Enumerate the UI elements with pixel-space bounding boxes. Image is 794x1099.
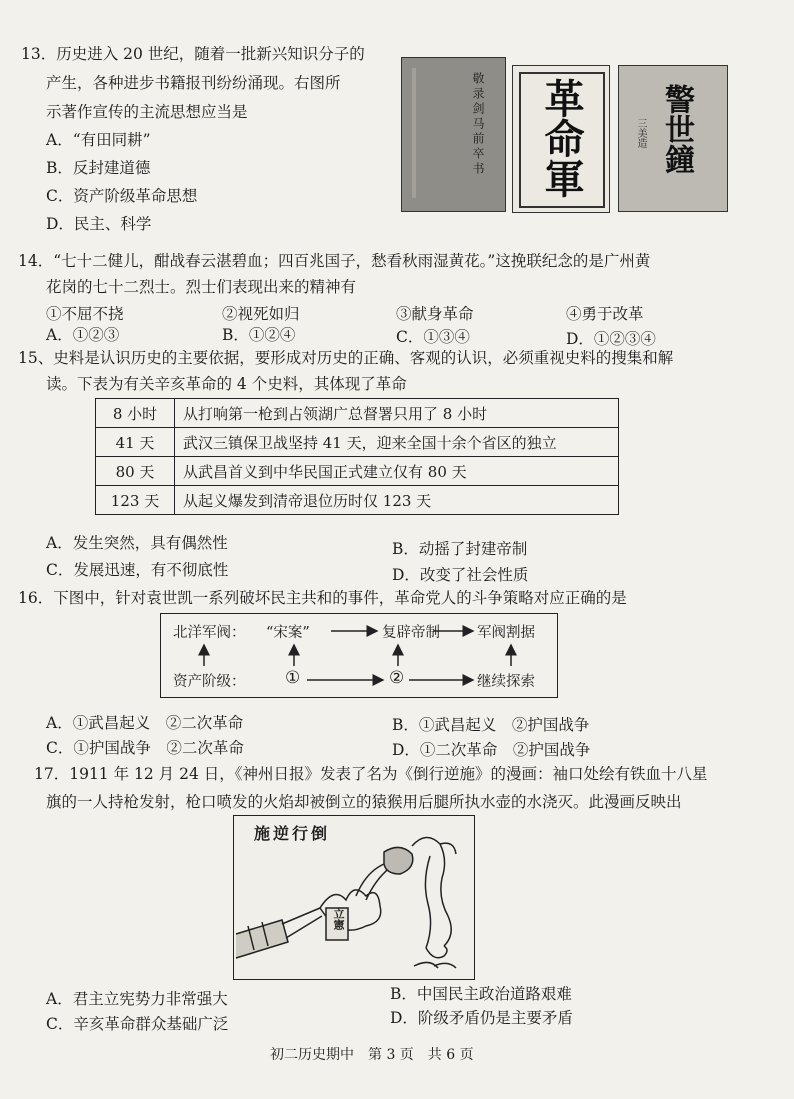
event-restore-monarchy: 复辟帝制: [382, 625, 440, 641]
book-title-geming-jun: 革命軍: [538, 78, 585, 198]
q16-option-d: D．①二次革命 ②护国战争: [392, 741, 591, 759]
q15-source-table: [95, 398, 619, 515]
q14-stem-line-1: 14．“七十二健儿，酣战春云湛碧血；四百兆国子，愁看秋雨湿黄花。”这挽联纪念的是广州黄: [18, 252, 651, 270]
q17-option-d: D．阶级矛盾仍是主要矛盾: [390, 1009, 573, 1027]
table-cell-duration: 41 天: [96, 428, 175, 457]
event-warlord-division: 军阀割据: [477, 625, 535, 641]
q13-option-d: D．民主、科学: [46, 215, 152, 233]
q17-stem-line-1: 17．1911 年 12 月 24 日，《神州日报》发表了名为《倒行逆施》的漫画：袖口处绘有铁血十八星: [34, 765, 708, 783]
q15-stem-line-1: 15、史料是认识历史的主要依据，要形成对历史的正确、客观的认识，必须重视史料的搜集和解: [18, 349, 674, 367]
table-cell-duration: 123 天: [96, 486, 175, 515]
table-cell-duration: 80 天: [96, 457, 175, 486]
cartoon-title: 施逆行倒: [254, 824, 331, 843]
table-cell-fact: 从打响第一枪到占领湖广总督署只用了 8 小时: [175, 399, 619, 428]
q17-option-a: A．君主立宪势力非常强大: [46, 990, 228, 1008]
q14-option-c: C．①③④: [396, 328, 470, 346]
q13-stem-line-1: 13．历史进入 20 世纪，随着一批新兴知识分子的: [21, 45, 365, 63]
q13-stem-line-2: 产生，各种进步书籍报刊纷纷涌现。右图所: [46, 74, 341, 92]
table-cell-fact: 从武昌首义到中华民国正式建立仅有 80 天: [175, 457, 619, 486]
cartoon-drawing: [234, 816, 474, 979]
cartoon-label: 立憲: [332, 908, 345, 930]
table-row: [96, 486, 619, 515]
q13-book-cover-1: [401, 57, 506, 212]
blank-2: ②: [389, 668, 405, 688]
q16-option-c: C．①护国战争 ②二次革命: [46, 739, 244, 757]
q13-book-cover-3: [618, 65, 728, 212]
q17-stem-line-2: 旗的一人持枪发射，枪口喷发的火焰却被倒立的猿猴用后腿所执水壶的水浇灭。此漫画反映出: [46, 793, 682, 811]
q15-option-c: C．发展迅速，有不彻底性: [46, 561, 229, 579]
table-row: [96, 428, 619, 457]
q15-option-b: B．动摇了封建帝制: [392, 540, 528, 558]
q16-stem: 16．下图中，针对袁世凯一系列破坏民主共和的事件，革命党人的斗争策略对应正确的是: [18, 589, 627, 607]
q13-option-c: C．资产阶级革命思想: [46, 187, 198, 205]
q13-stem-line-3: 示著作宣传的主流思想应当是: [46, 103, 248, 121]
row2-label: 资产阶级：: [173, 674, 246, 690]
q14-option-d: D．①②③④: [566, 330, 656, 348]
q15-option-d: D．改变了社会性质: [392, 566, 529, 584]
q14-option-a: A．①②③: [46, 326, 120, 344]
q13-option-b: B．反封建道德: [46, 159, 151, 177]
table-cell-fact: 从起义爆发到清帝退位历时仅 123 天: [175, 486, 619, 515]
q17-cartoon: [233, 815, 475, 980]
q14-item-4: ④勇于改革: [566, 305, 644, 323]
q16-strategy-diagram: [160, 613, 558, 698]
q15-option-a: A．发生突然，具有偶然性: [46, 534, 228, 552]
q14-option-b: B．①②④: [222, 326, 296, 344]
book-subtitle: 三美造: [635, 118, 646, 148]
q13-option-a: A．“有田同耕”: [46, 131, 151, 149]
q17-option-c: C．辛亥革命群众基础广泛: [46, 1015, 229, 1033]
q17-option-b: B．中国民主政治道路艰难: [390, 985, 572, 1003]
q14-item-2: ②视死如归: [222, 305, 300, 323]
q14-stem-line-2: 花岗的七十二烈士。烈士们表现出来的精神有: [46, 278, 357, 296]
row1-label: 北洋军阀：: [173, 625, 246, 641]
diagram-arrows: [161, 614, 557, 697]
page-footer: 初二历史期中 第 3 页 共 6 页: [270, 1047, 474, 1063]
book-title-jingshi-zhong: 警世鐘: [659, 84, 694, 174]
q16-option-a: A．①武昌起义 ②二次革命: [46, 714, 244, 732]
table-row: [96, 399, 619, 428]
q15-stem-line-2: 读。下表为有关辛亥革命的 4 个史料，其体现了革命: [46, 375, 407, 393]
event-song-case: “宋案”: [266, 625, 310, 641]
blank-1: ①: [285, 668, 301, 688]
table-cell-fact: 武汉三镇保卫战坚持 41 天，迎来全国十余个省区的独立: [175, 428, 619, 457]
table-row: [96, 457, 619, 486]
continued-exploration: 继续探索: [477, 674, 535, 690]
q14-item-1: ①不屈不挠: [46, 305, 124, 323]
q16-option-b: B．①武昌起义 ②护国战争: [392, 716, 590, 734]
q14-item-3: ③献身革命: [396, 305, 474, 323]
q13-book-cover-2: [512, 65, 610, 213]
book-vertical-text: 敬录剑马前卒书: [471, 72, 485, 177]
table-cell-duration: 8 小时: [96, 399, 175, 428]
